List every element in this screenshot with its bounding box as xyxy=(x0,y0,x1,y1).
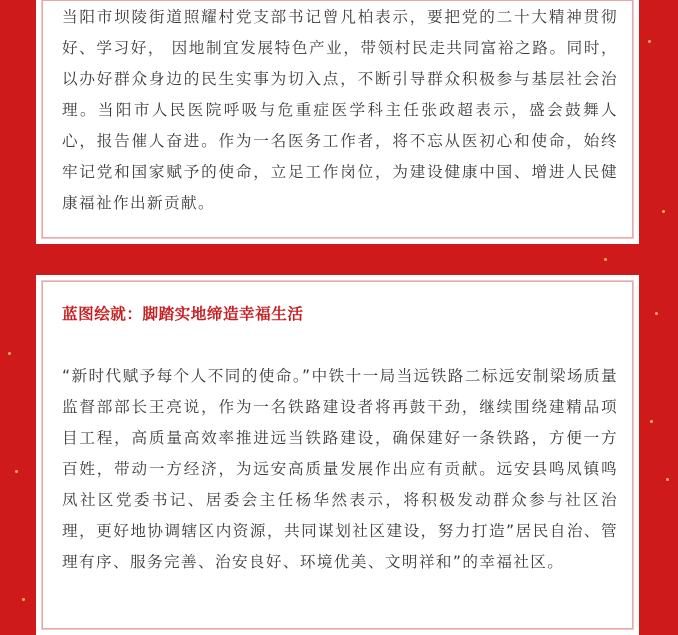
gold-sparkle xyxy=(650,420,653,423)
gold-sparkle xyxy=(22,598,25,601)
gold-sparkle xyxy=(662,210,665,213)
section-heading: 蓝图绘就：脚踏实地缔造幸福生活 xyxy=(62,305,304,323)
gold-sparkle xyxy=(666,478,669,481)
gold-sparkle xyxy=(604,258,607,261)
gold-sparkle xyxy=(15,470,18,473)
article-card-2 xyxy=(36,275,639,635)
gold-sparkle xyxy=(655,312,658,315)
gold-sparkle xyxy=(8,352,11,355)
article-paragraph: “新时代赋予每个人不同的使命。”中铁十一局当远铁路二标远安制梁场质量监督部部长王亮说，作为一名铁路建设者将再鼓干劲，继续围绕建精品项目工程，高质量高效率推进远当铁路建设，确保建好一条铁路，方便一方百姓，带动一方经济，为远安高质量发展作出应有贡献。远安县鸣凤镇鸣凤社区党委书记、居委会主任杨华然表示，将积极发动群众参与社区治理，更好地协调辖区内资源，共同谋划社区建设，努力打造”居民自治、管理有序、服务完善、治安良好、环境优美、文明祥和”的幸福社区。 xyxy=(62,367,618,571)
gold-sparkle xyxy=(648,40,651,43)
article-card-1 xyxy=(36,0,639,244)
article-paragraph: 当阳市坝陵街道照耀村党支部书记曾凡柏表示，要把党的二十大精神贯彻好、学习好， 因地制宜发展特色产业，带领村民走共同富裕之路。同时，以办好群众身边的民生实事为切入点，不断引导群众积极参与基层社会治理。当阳市人民医院呼吸与危重症医学科主任张政超表示，盛会鼓舞人心，报告催人奋进。作为一名医务工作者，将不忘从医初心和使命，始终牢记党和国家赋予的使命，立足工作岗位，为建设健康中国、增进人民健康福祉作出新贡献。 xyxy=(62,8,618,212)
